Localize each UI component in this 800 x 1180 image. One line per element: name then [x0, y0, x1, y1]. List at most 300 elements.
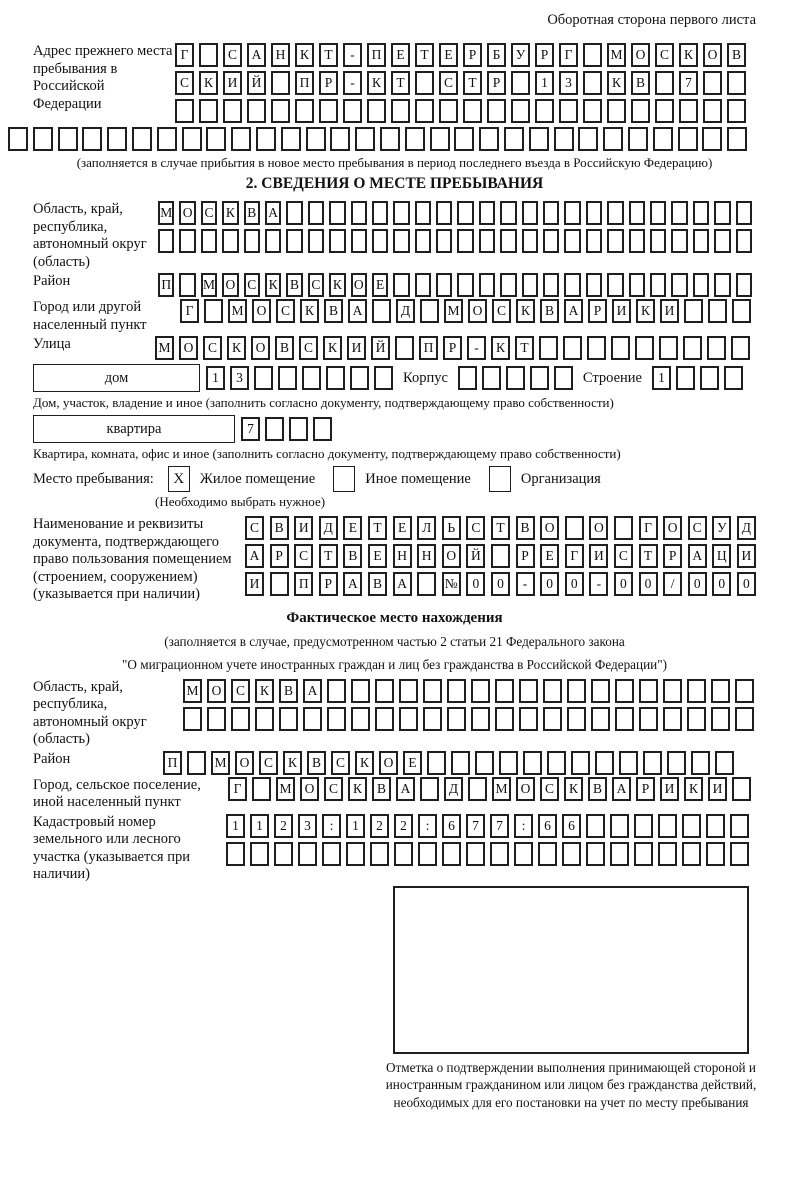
char-cell[interactable] — [326, 366, 345, 390]
char-cell[interactable] — [711, 679, 730, 703]
char-cell[interactable] — [457, 201, 473, 225]
char-cell[interactable] — [439, 99, 458, 123]
char-cell[interactable] — [351, 229, 367, 253]
char-cell[interactable] — [329, 201, 345, 225]
char-cell[interactable] — [683, 336, 702, 360]
char-cell[interactable] — [415, 201, 431, 225]
char-cell[interactable]: Т — [391, 71, 410, 95]
char-cell[interactable] — [374, 366, 393, 390]
char-cell[interactable]: Р — [516, 544, 535, 568]
char-cell[interactable]: П — [294, 572, 313, 596]
char-cell[interactable]: Е — [540, 544, 559, 568]
char-cell[interactable] — [313, 417, 332, 441]
char-cell[interactable]: И — [660, 777, 679, 801]
char-cell[interactable] — [479, 201, 495, 225]
char-cell[interactable] — [479, 127, 499, 151]
char-cell[interactable] — [399, 679, 418, 703]
char-cell[interactable] — [254, 366, 273, 390]
char-cell[interactable] — [330, 127, 350, 151]
char-cell[interactable]: К — [199, 71, 218, 95]
char-cell[interactable] — [522, 273, 538, 297]
char-cell[interactable] — [500, 273, 516, 297]
char-cell[interactable]: Р — [463, 43, 482, 67]
char-cell[interactable] — [667, 751, 686, 775]
char-cell[interactable] — [564, 229, 580, 253]
char-cell[interactable] — [650, 229, 666, 253]
char-cell[interactable]: - — [589, 572, 608, 596]
char-cell[interactable] — [615, 707, 634, 731]
char-cell[interactable] — [522, 229, 538, 253]
char-cell[interactable] — [586, 273, 602, 297]
char-cell[interactable] — [635, 336, 654, 360]
char-cell[interactable]: О — [468, 299, 487, 323]
char-cell[interactable]: С — [245, 516, 264, 540]
char-cell[interactable] — [629, 273, 645, 297]
char-cell[interactable]: О — [663, 516, 682, 540]
char-cell[interactable] — [454, 127, 474, 151]
char-cell[interactable]: О — [222, 273, 238, 297]
char-cell[interactable]: Е — [343, 516, 362, 540]
char-cell[interactable]: Е — [372, 273, 388, 297]
char-cell[interactable] — [265, 229, 281, 253]
char-cell[interactable]: 0 — [540, 572, 559, 596]
char-cell[interactable] — [628, 127, 648, 151]
char-cell[interactable] — [663, 707, 682, 731]
char-cell[interactable] — [157, 127, 177, 151]
char-cell[interactable] — [206, 127, 226, 151]
char-cell[interactable] — [727, 127, 747, 151]
char-cell[interactable]: И — [660, 299, 679, 323]
char-cell[interactable] — [539, 336, 558, 360]
char-cell[interactable]: В — [307, 751, 326, 775]
char-cell[interactable] — [559, 99, 578, 123]
char-cell[interactable]: А — [343, 572, 362, 596]
char-cell[interactable]: Г — [180, 299, 199, 323]
char-cell[interactable] — [676, 366, 695, 390]
char-cell[interactable] — [327, 707, 346, 731]
char-cell[interactable]: Р — [663, 544, 682, 568]
char-cell[interactable]: С — [201, 201, 217, 225]
char-cell[interactable] — [522, 201, 538, 225]
char-cell[interactable]: М — [444, 299, 463, 323]
char-cell[interactable] — [500, 229, 516, 253]
char-cell[interactable] — [226, 842, 245, 866]
char-cell[interactable]: Г — [565, 544, 584, 568]
checkbox-inoe-pomeshchenie[interactable] — [333, 466, 355, 492]
char-cell[interactable] — [538, 842, 557, 866]
char-cell[interactable] — [466, 842, 485, 866]
char-cell[interactable]: С — [231, 679, 250, 703]
char-cell[interactable]: К — [323, 336, 342, 360]
char-cell[interactable] — [554, 366, 573, 390]
char-cell[interactable]: О — [442, 544, 461, 568]
char-cell[interactable]: Т — [463, 71, 482, 95]
char-cell[interactable] — [394, 842, 413, 866]
char-cell[interactable] — [244, 229, 260, 253]
char-cell[interactable]: 3 — [230, 366, 249, 390]
char-cell[interactable]: 6 — [562, 814, 581, 838]
char-cell[interactable]: В — [244, 201, 260, 225]
char-cell[interactable]: 1 — [206, 366, 225, 390]
char-cell[interactable] — [655, 71, 674, 95]
char-cell[interactable] — [475, 751, 494, 775]
char-cell[interactable]: 0 — [712, 572, 731, 596]
char-cell[interactable]: О — [207, 679, 226, 703]
char-cell[interactable]: Р — [636, 777, 655, 801]
char-cell[interactable] — [583, 43, 602, 67]
char-cell[interactable]: С — [492, 299, 511, 323]
char-cell[interactable]: Т — [368, 516, 387, 540]
char-cell[interactable] — [655, 99, 674, 123]
char-cell[interactable] — [8, 127, 28, 151]
char-cell[interactable] — [529, 127, 549, 151]
char-cell[interactable] — [204, 299, 223, 323]
char-cell[interactable]: А — [348, 299, 367, 323]
char-cell[interactable]: Г — [175, 43, 194, 67]
char-cell[interactable]: Е — [393, 516, 412, 540]
char-cell[interactable]: И — [612, 299, 631, 323]
char-cell[interactable]: 0 — [491, 572, 510, 596]
char-cell[interactable] — [691, 751, 710, 775]
char-cell[interactable]: О — [540, 516, 559, 540]
char-cell[interactable]: - — [343, 71, 362, 95]
char-cell[interactable] — [727, 99, 746, 123]
char-cell[interactable]: 6 — [538, 814, 557, 838]
char-cell[interactable]: М — [155, 336, 174, 360]
char-cell[interactable] — [650, 201, 666, 225]
char-cell[interactable] — [730, 842, 749, 866]
char-cell[interactable]: 0 — [565, 572, 584, 596]
char-cell[interactable]: М — [158, 201, 174, 225]
char-cell[interactable] — [207, 707, 226, 731]
char-cell[interactable]: Д — [444, 777, 463, 801]
char-cell[interactable]: К — [227, 336, 246, 360]
char-cell[interactable] — [731, 336, 750, 360]
char-cell[interactable]: Б — [487, 43, 506, 67]
char-cell[interactable] — [563, 336, 582, 360]
char-cell[interactable] — [707, 336, 726, 360]
char-cell[interactable] — [271, 71, 290, 95]
char-cell[interactable] — [427, 751, 446, 775]
char-cell[interactable] — [587, 336, 606, 360]
char-cell[interactable]: К — [255, 679, 274, 703]
char-cell[interactable]: Т — [639, 544, 658, 568]
char-cell[interactable]: - — [516, 572, 535, 596]
char-cell[interactable] — [415, 99, 434, 123]
char-cell[interactable]: И — [245, 572, 264, 596]
char-cell[interactable]: Й — [371, 336, 390, 360]
char-cell[interactable] — [543, 273, 559, 297]
checkbox-organizatsiya[interactable] — [489, 466, 511, 492]
char-cell[interactable]: Т — [319, 43, 338, 67]
char-cell[interactable]: М — [211, 751, 230, 775]
char-cell[interactable] — [355, 127, 375, 151]
char-cell[interactable]: Р — [588, 299, 607, 323]
char-cell[interactable]: С — [540, 777, 559, 801]
char-cell[interactable] — [663, 679, 682, 703]
char-cell[interactable]: Е — [368, 544, 387, 568]
char-cell[interactable]: С — [276, 299, 295, 323]
char-cell[interactable] — [255, 707, 274, 731]
char-cell[interactable]: № — [442, 572, 461, 596]
char-cell[interactable]: А — [688, 544, 707, 568]
char-cell[interactable] — [706, 814, 725, 838]
char-cell[interactable]: С — [614, 544, 633, 568]
char-cell[interactable]: С — [439, 71, 458, 95]
char-cell[interactable] — [405, 127, 425, 151]
char-cell[interactable]: А — [396, 777, 415, 801]
char-cell[interactable] — [711, 707, 730, 731]
char-cell[interactable]: 7 — [679, 71, 698, 95]
char-cell[interactable] — [372, 201, 388, 225]
char-cell[interactable] — [658, 842, 677, 866]
char-cell[interactable] — [252, 777, 271, 801]
char-cell[interactable] — [530, 366, 549, 390]
char-cell[interactable] — [201, 229, 217, 253]
char-cell[interactable]: В — [286, 273, 302, 297]
char-cell[interactable]: И — [347, 336, 366, 360]
char-cell[interactable] — [732, 777, 751, 801]
char-cell[interactable] — [286, 201, 302, 225]
char-cell[interactable] — [543, 679, 562, 703]
char-cell[interactable]: В — [372, 777, 391, 801]
char-cell[interactable] — [231, 127, 251, 151]
char-cell[interactable] — [420, 777, 439, 801]
char-cell[interactable]: Й — [466, 544, 485, 568]
char-cell[interactable]: Р — [487, 71, 506, 95]
char-cell[interactable]: П — [367, 43, 386, 67]
char-cell[interactable] — [158, 229, 174, 253]
char-cell[interactable]: О — [235, 751, 254, 775]
char-cell[interactable] — [562, 842, 581, 866]
char-cell[interactable]: К — [367, 71, 386, 95]
char-cell[interactable]: В — [279, 679, 298, 703]
char-cell[interactable]: 3 — [559, 71, 578, 95]
char-cell[interactable] — [279, 707, 298, 731]
char-cell[interactable]: Е — [403, 751, 422, 775]
char-cell[interactable] — [687, 679, 706, 703]
char-cell[interactable] — [543, 229, 559, 253]
char-cell[interactable] — [58, 127, 78, 151]
char-cell[interactable]: 3 — [298, 814, 317, 838]
char-cell[interactable]: Й — [247, 71, 266, 95]
char-cell[interactable] — [482, 366, 501, 390]
char-cell[interactable]: К — [295, 43, 314, 67]
char-cell[interactable]: У — [511, 43, 530, 67]
char-cell[interactable] — [447, 679, 466, 703]
char-cell[interactable] — [490, 842, 509, 866]
char-cell[interactable] — [183, 707, 202, 731]
char-cell[interactable] — [506, 366, 525, 390]
char-cell[interactable] — [671, 201, 687, 225]
char-cell[interactable]: А — [303, 679, 322, 703]
char-cell[interactable] — [511, 71, 530, 95]
char-cell[interactable] — [693, 229, 709, 253]
char-cell[interactable] — [487, 99, 506, 123]
char-cell[interactable]: Т — [491, 516, 510, 540]
char-cell[interactable] — [372, 229, 388, 253]
char-cell[interactable]: В — [588, 777, 607, 801]
char-cell[interactable]: С — [259, 751, 278, 775]
char-cell[interactable] — [659, 336, 678, 360]
char-cell[interactable] — [420, 299, 439, 323]
char-cell[interactable]: Ь — [442, 516, 461, 540]
char-cell[interactable] — [578, 127, 598, 151]
char-cell[interactable]: А — [564, 299, 583, 323]
char-cell[interactable]: В — [275, 336, 294, 360]
char-cell[interactable]: А — [265, 201, 281, 225]
char-cell[interactable] — [417, 572, 436, 596]
char-cell[interactable]: К — [222, 201, 238, 225]
char-cell[interactable] — [543, 707, 562, 731]
char-cell[interactable]: С — [223, 43, 242, 67]
char-cell[interactable] — [634, 814, 653, 838]
char-cell[interactable]: В — [270, 516, 289, 540]
char-cell[interactable] — [702, 127, 722, 151]
char-cell[interactable]: В — [631, 71, 650, 95]
char-cell[interactable] — [614, 516, 633, 540]
char-cell[interactable] — [543, 201, 559, 225]
char-cell[interactable]: В — [727, 43, 746, 67]
char-cell[interactable] — [730, 814, 749, 838]
char-cell[interactable]: И — [708, 777, 727, 801]
char-cell[interactable]: И — [589, 544, 608, 568]
char-cell[interactable]: А — [393, 572, 412, 596]
char-cell[interactable] — [286, 229, 302, 253]
char-cell[interactable]: К — [329, 273, 345, 297]
char-cell[interactable] — [351, 201, 367, 225]
char-cell[interactable]: О — [516, 777, 535, 801]
char-cell[interactable] — [370, 842, 389, 866]
char-cell[interactable] — [684, 299, 703, 323]
char-cell[interactable]: К — [491, 336, 510, 360]
char-cell[interactable] — [375, 707, 394, 731]
char-cell[interactable]: 0 — [737, 572, 756, 596]
char-cell[interactable] — [367, 99, 386, 123]
char-cell[interactable] — [391, 99, 410, 123]
char-cell[interactable] — [199, 99, 218, 123]
char-cell[interactable] — [631, 99, 650, 123]
char-cell[interactable] — [479, 229, 495, 253]
char-cell[interactable] — [329, 229, 345, 253]
char-cell[interactable] — [634, 842, 653, 866]
char-cell[interactable]: А — [245, 544, 264, 568]
char-cell[interactable] — [327, 679, 346, 703]
char-cell[interactable] — [586, 814, 605, 838]
char-cell[interactable] — [736, 273, 752, 297]
char-cell[interactable] — [463, 99, 482, 123]
char-cell[interactable] — [132, 127, 152, 151]
char-cell[interactable]: К — [607, 71, 626, 95]
char-cell[interactable]: Т — [515, 336, 534, 360]
char-cell[interactable] — [343, 99, 362, 123]
char-cell[interactable] — [289, 417, 308, 441]
char-cell[interactable]: Д — [737, 516, 756, 540]
char-cell[interactable]: 7 — [241, 417, 260, 441]
char-cell[interactable] — [653, 127, 673, 151]
char-cell[interactable]: Г — [559, 43, 578, 67]
char-cell[interactable]: - — [343, 43, 362, 67]
char-cell[interactable]: С — [203, 336, 222, 360]
char-cell[interactable] — [271, 99, 290, 123]
char-cell[interactable] — [591, 707, 610, 731]
char-cell[interactable] — [395, 336, 414, 360]
char-cell[interactable] — [639, 707, 658, 731]
char-cell[interactable] — [504, 127, 524, 151]
char-cell[interactable] — [436, 201, 452, 225]
char-cell[interactable] — [372, 299, 391, 323]
char-cell[interactable]: С — [655, 43, 674, 67]
char-cell[interactable] — [270, 572, 289, 596]
char-cell[interactable] — [619, 751, 638, 775]
char-cell[interactable] — [350, 366, 369, 390]
char-cell[interactable] — [430, 127, 450, 151]
char-cell[interactable]: С — [324, 777, 343, 801]
char-cell[interactable] — [393, 273, 409, 297]
char-cell[interactable] — [607, 99, 626, 123]
char-cell[interactable] — [457, 229, 473, 253]
char-cell[interactable] — [468, 777, 487, 801]
char-cell[interactable]: О — [179, 201, 195, 225]
char-cell[interactable] — [514, 842, 533, 866]
char-cell[interactable]: 1 — [226, 814, 245, 838]
char-cell[interactable] — [586, 201, 602, 225]
char-cell[interactable] — [682, 842, 701, 866]
char-cell[interactable]: : — [514, 814, 533, 838]
char-cell[interactable] — [615, 679, 634, 703]
char-cell[interactable]: С — [466, 516, 485, 540]
char-cell[interactable]: Е — [439, 43, 458, 67]
char-cell[interactable]: 1 — [250, 814, 269, 838]
char-cell[interactable]: Д — [396, 299, 415, 323]
char-cell[interactable]: С — [688, 516, 707, 540]
char-cell[interactable] — [643, 751, 662, 775]
char-cell[interactable] — [724, 366, 743, 390]
char-cell[interactable] — [274, 842, 293, 866]
char-cell[interactable] — [479, 273, 495, 297]
char-cell[interactable]: М — [183, 679, 202, 703]
char-cell[interactable]: 2 — [394, 814, 413, 838]
char-cell[interactable] — [735, 679, 754, 703]
char-cell[interactable] — [706, 842, 725, 866]
char-cell[interactable] — [256, 127, 276, 151]
char-cell[interactable]: 1 — [346, 814, 365, 838]
char-cell[interactable]: К — [283, 751, 302, 775]
char-cell[interactable]: С — [175, 71, 194, 95]
char-cell[interactable] — [564, 201, 580, 225]
char-cell[interactable]: Т — [319, 544, 338, 568]
char-cell[interactable] — [610, 814, 629, 838]
char-cell[interactable] — [436, 229, 452, 253]
char-cell[interactable]: В — [540, 299, 559, 323]
char-cell[interactable] — [33, 127, 53, 151]
char-cell[interactable]: К — [355, 751, 374, 775]
char-cell[interactable] — [567, 707, 586, 731]
char-cell[interactable] — [346, 842, 365, 866]
char-cell[interactable] — [308, 201, 324, 225]
char-cell[interactable] — [199, 43, 218, 67]
char-cell[interactable] — [610, 842, 629, 866]
char-cell[interactable] — [714, 201, 730, 225]
char-cell[interactable] — [303, 707, 322, 731]
char-cell[interactable] — [415, 273, 431, 297]
char-cell[interactable] — [351, 707, 370, 731]
char-cell[interactable] — [700, 366, 719, 390]
char-cell[interactable] — [708, 299, 727, 323]
char-cell[interactable] — [265, 417, 284, 441]
char-cell[interactable] — [82, 127, 102, 151]
char-cell[interactable]: : — [322, 814, 341, 838]
